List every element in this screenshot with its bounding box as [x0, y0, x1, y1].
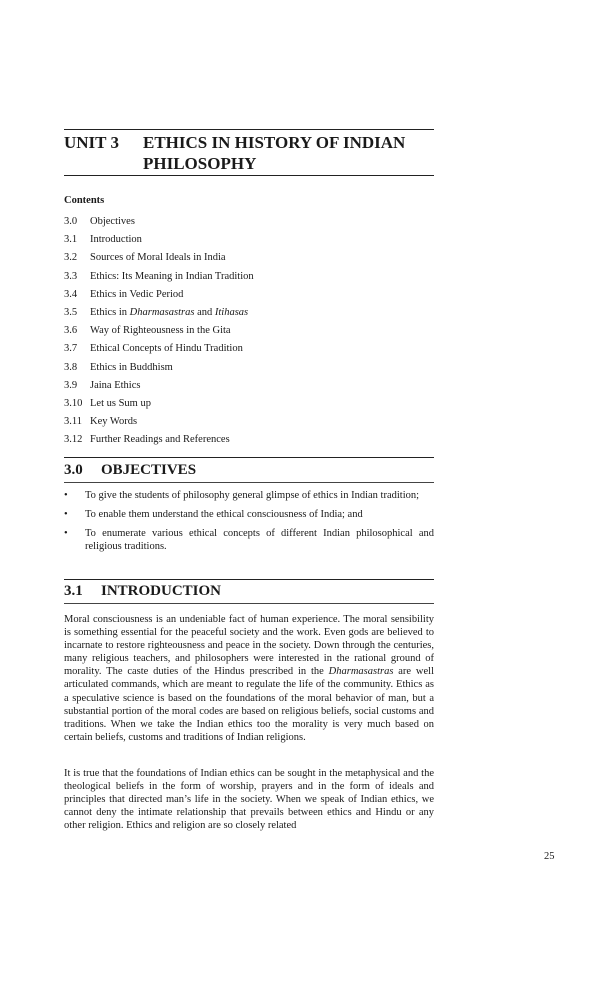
intro-paragraph-1: Moral consciousness is an undeniable fact of human experience. The moral sensibility is something essential for the peaceful society and the work. Even gods are believed to incarnate to restore righteousness and peace in the society. Down through the centuries, many religious teachers, and philosophers were interested in the rational ground of morality. The caste duties of the Hindus prescribed in the Dharmasastras are well articulated commands, which are meant to regulate the life of the community. Ethics as a speculative science is based on the foundations of the moral behavior of man, but a substantial portion of the moral codes are based on religious beliefs, social customs and traditions. When we take the Indian ethics too the morality is very much based on certain beliefs, customs and traditions of Indian religions.	[64, 614, 434, 743]
list-item: • To enable them understand the ethical consciousness of India; and	[64, 509, 363, 520]
toc-item: 3.3 Ethics: Its Meaning in Indian Tradition	[64, 270, 254, 282]
intro-paragraph-2: It is true that the foundations of Indian ethics can be sought in the metaphysical and the theological beliefs in the form of worship, prayers and in the form of ideals and principles that directed man’s life in the society. When we speak of Indian ethics, we cannot deny the intimate relationship that prevails between ethics and Hindu or any other religion. Ethics and religion are so closely related	[64, 768, 434, 832]
list-item: • To enumerate various ethical concepts of different Indian philosophical and religious traditions.	[64, 528, 434, 552]
unit-bottom-rule	[64, 175, 434, 176]
page-number: 25	[544, 851, 555, 862]
contents-heading: Contents	[64, 195, 105, 206]
toc-item: 3.12 Further Readings and References	[64, 434, 230, 446]
introduction-heading: 3.1 INTRODUCTION	[64, 583, 222, 599]
unit-number: UNIT 3	[64, 133, 119, 152]
objectives-bottom-rule	[64, 482, 434, 483]
toc-item: 3.0 Objectives	[64, 216, 135, 227]
toc-item: 3.6 Way of Righteousness in the Gita	[64, 325, 231, 337]
objectives-heading: 3.0 OBJECTIVES	[64, 462, 197, 478]
toc-item: 3.11 Key Words	[64, 416, 138, 428]
unit-top-rule	[64, 129, 434, 130]
toc-item: 3.7 Ethical Concepts of Hindu Tradition	[64, 343, 243, 355]
toc-item: 3.10 Let us Sum up	[64, 397, 151, 409]
introduction-bottom-rule	[64, 603, 434, 604]
toc-item: 3.1 Introduction	[64, 234, 142, 246]
introduction-top-rule	[64, 579, 434, 580]
toc-item: 3.2 Sources of Moral Ideals in India	[64, 252, 226, 264]
toc-item: 3.5 Ethics in Dharmasastras and Itihasas	[64, 306, 249, 318]
toc-item: 3.8 Ethics in Buddhism	[64, 361, 173, 373]
toc-item: 3.9 Jaina Ethics	[64, 379, 141, 391]
list-item: • To give the students of philosophy general glimpse of ethics in Indian tradition;	[64, 490, 420, 501]
objectives-top-rule	[64, 457, 434, 458]
toc-item: 3.4 Ethics in Vedic Period	[64, 288, 184, 300]
objectives-list	[64, 489, 434, 559]
unit-title-text: ETHICS IN HISTORY OF INDIAN PHILOSOPHY	[143, 133, 406, 173]
contents-list	[64, 215, 254, 451]
